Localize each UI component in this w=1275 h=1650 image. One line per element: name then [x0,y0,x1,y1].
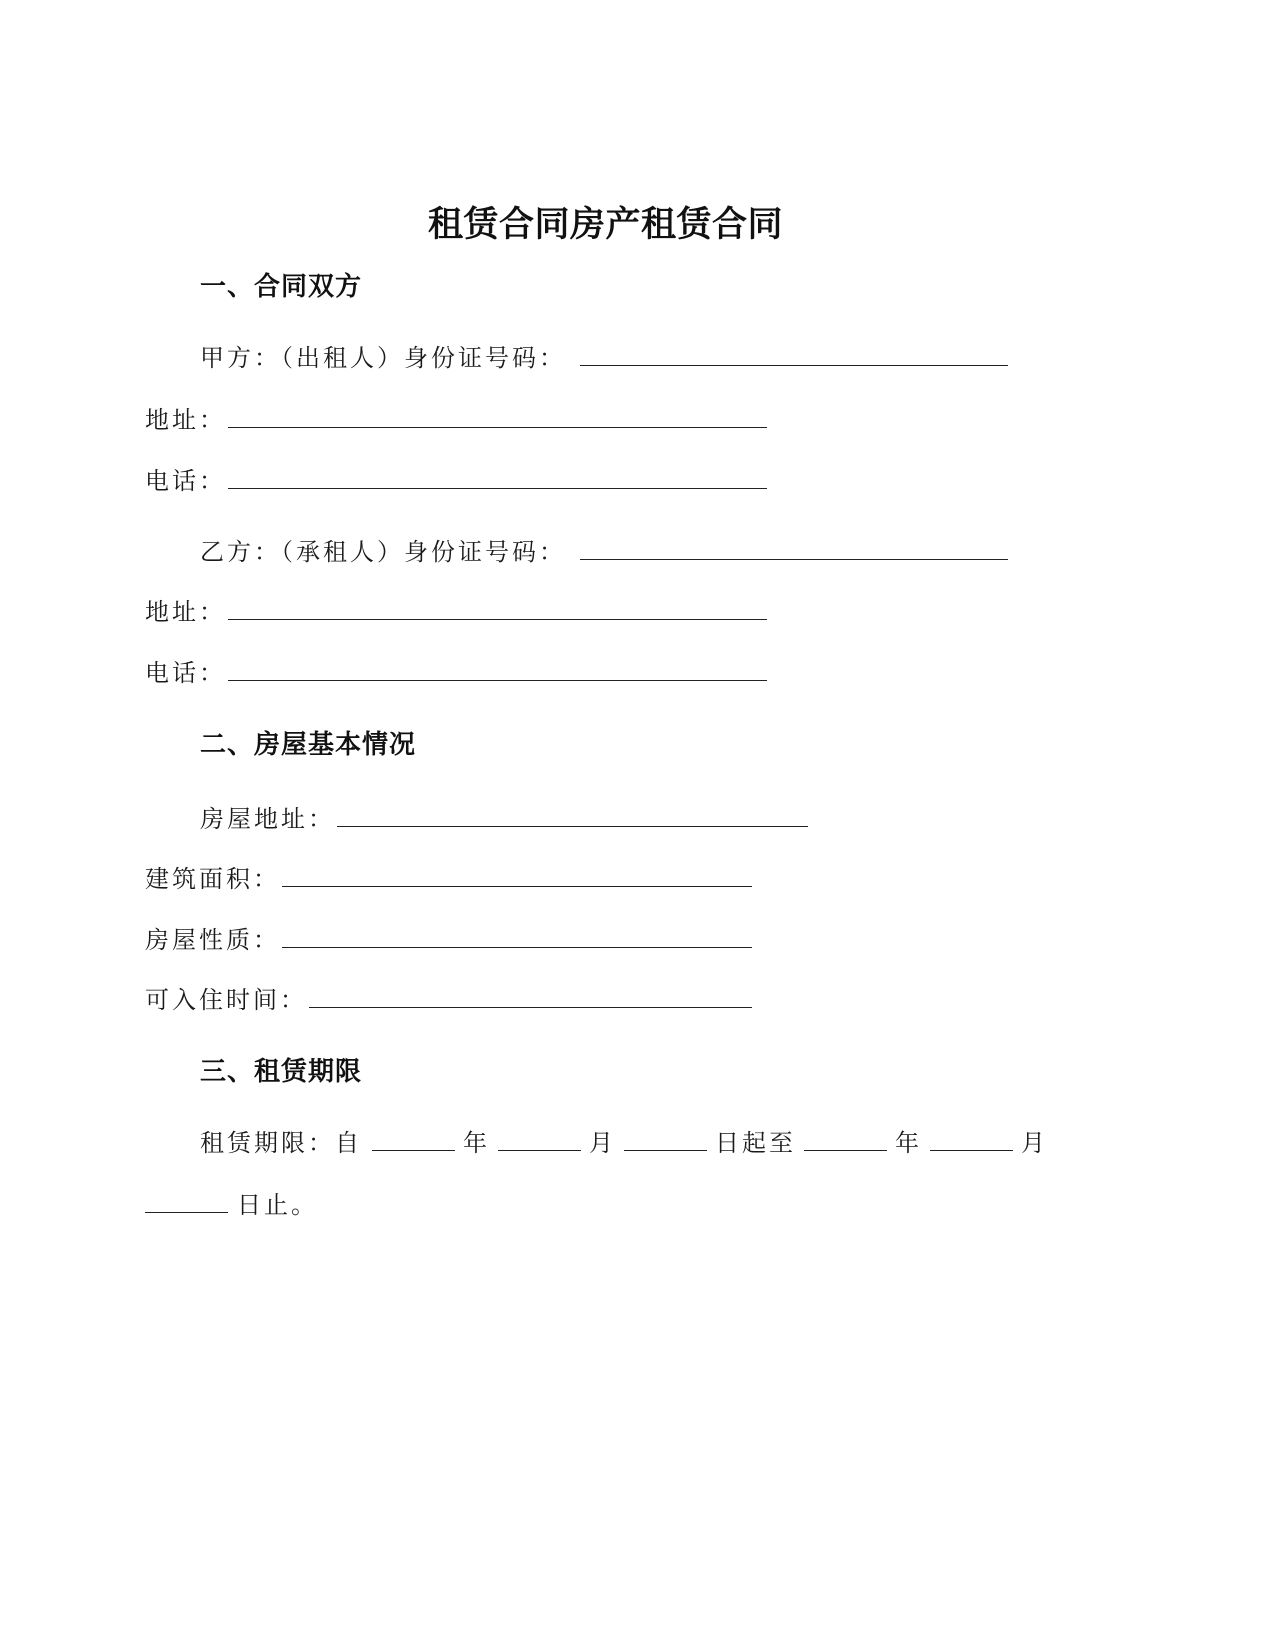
end-day-unit: 日止。 [237,1191,318,1219]
party-a-address-blank [228,427,767,428]
party-a-id-line [200,341,1008,375]
end-day-blank [145,1212,228,1213]
start-month-unit: 月 [589,1129,616,1157]
party-b-address-line [145,595,767,629]
party-a-phone-blank [228,488,767,489]
party-b-id-blank [580,559,1008,560]
end-month-blank [930,1150,1013,1151]
party-b-phone-blank [228,680,767,681]
end-year-blank [804,1150,887,1151]
party-b-phone-line [145,656,767,690]
start-year-blank [372,1150,455,1151]
building-area-line [145,862,752,896]
party-a-id-label: 甲方：（出租人）身份证号码： [200,344,566,372]
document-title: 租赁合同房产租赁合同 [428,205,784,245]
lease-term-prefix: 租赁期限：自 [200,1129,362,1157]
party-b-id-line [200,535,1008,569]
party-b-address-blank [228,619,767,620]
end-month-unit: 月 [1021,1129,1048,1157]
party-a-id-blank [580,365,1008,366]
party-b-address-label: 地址： [145,598,226,626]
section-heading-term: 三、租赁期限 [200,1057,363,1087]
move-in-time-line [145,983,752,1017]
party-a-address-label: 地址： [145,406,226,434]
start-month-blank [498,1150,581,1151]
start-day-unit: 日起至 [715,1129,796,1157]
property-nature-line [145,923,752,957]
section-heading-property: 二、房屋基本情况 [200,730,417,760]
party-a-phone-line [145,464,767,498]
building-area-label: 建筑面积： [145,865,280,893]
property-address-label: 房屋地址： [200,805,335,833]
start-day-blank [624,1150,707,1151]
party-b-id-label: 乙方：（承租人）身份证号码： [200,538,566,566]
lease-term-line-continued [145,1188,318,1222]
move-in-time-blank [309,1007,752,1008]
section-heading-parties: 一、合同双方 [200,272,363,302]
lease-term-line [200,1126,1048,1160]
building-area-blank [282,886,752,887]
move-in-time-label: 可入住时间： [145,986,307,1014]
property-nature-label: 房屋性质： [145,926,280,954]
property-address-blank [337,826,808,827]
start-year-unit: 年 [463,1129,490,1157]
party-a-address-line [145,403,767,437]
party-a-phone-label: 电话： [145,467,226,495]
party-b-phone-label: 电话： [145,659,226,687]
property-address-line [200,802,808,836]
property-nature-blank [282,947,752,948]
end-year-unit: 年 [895,1129,922,1157]
